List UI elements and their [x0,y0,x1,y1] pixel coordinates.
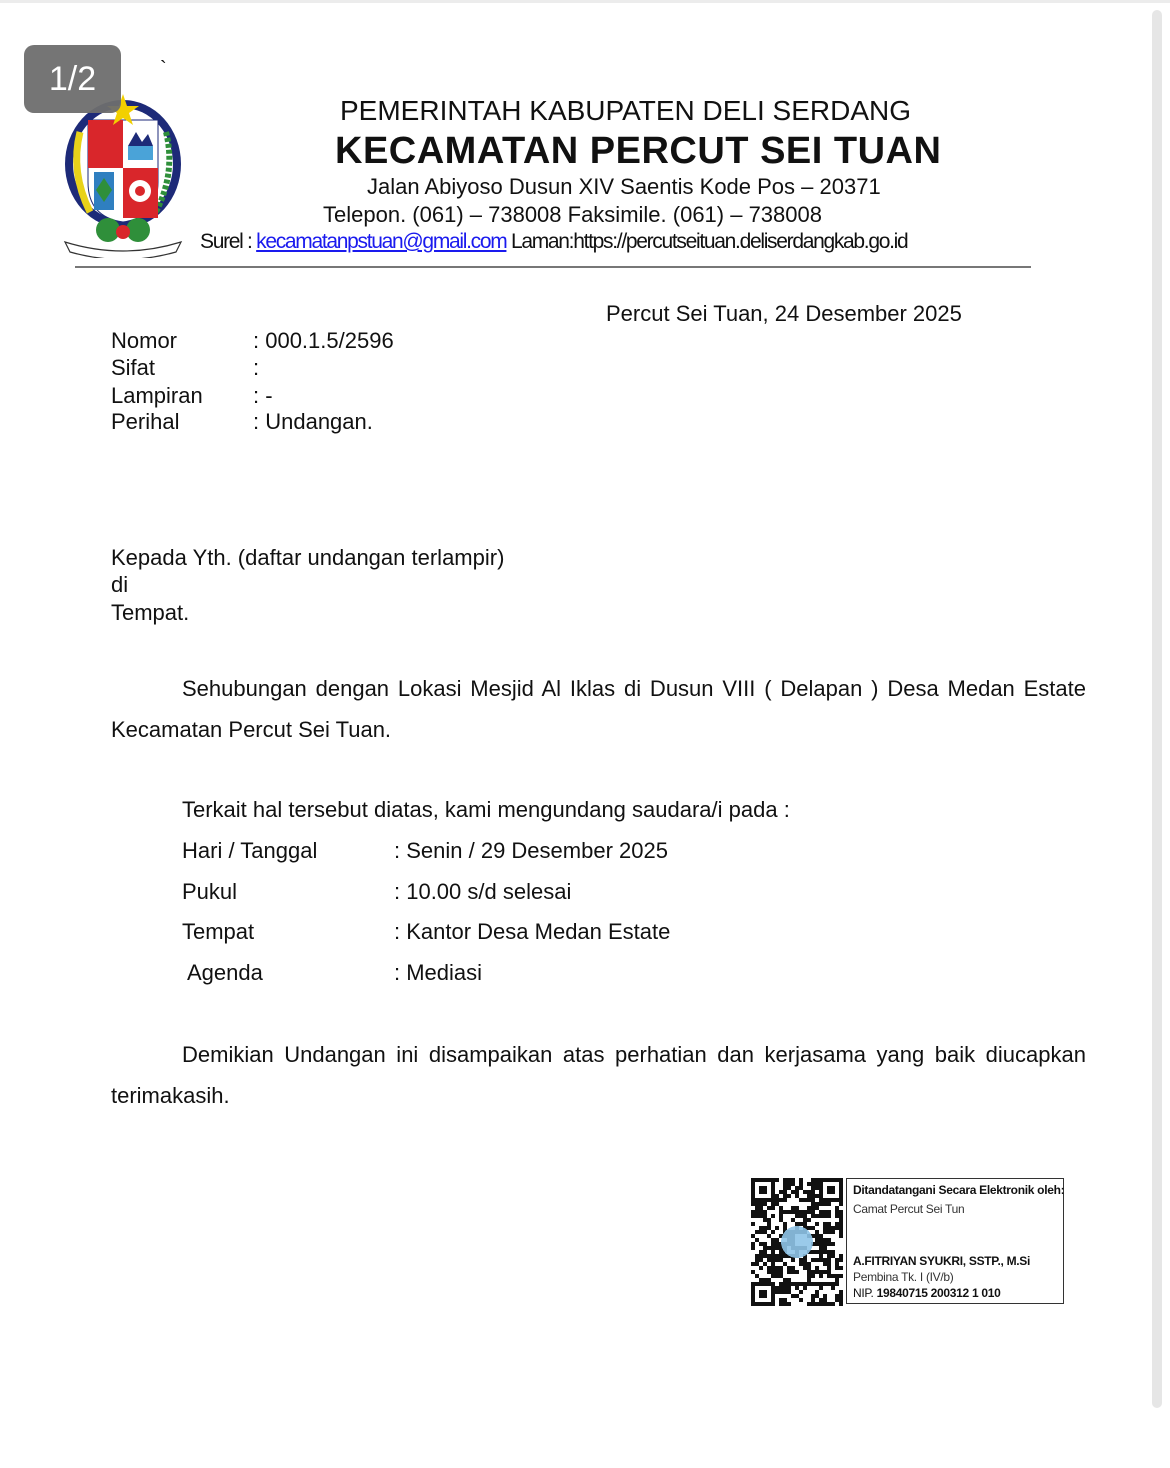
letterhead-address: Jalan Abiyoso Dusun XIV Saentis Kode Pos – 20371 [367,174,881,199]
meta-label: Perihal [111,409,180,434]
letterhead-government: PEMERINTAH KABUPATEN DELI SERDANG [340,95,911,126]
meta-label: Nomor [111,328,178,353]
meta-row-perihal [111,409,373,435]
scrollbar[interactable] [1152,10,1162,1408]
detail-value: : Mediasi [394,960,483,985]
meta-value: : 000.1.5/2596 [253,328,394,353]
signature-heading: Ditandatangani Secara Elektronik oleh: [853,1183,1065,1197]
place-date: Percut Sei Tuan, 24 Desember 2025 [606,301,962,326]
stray-mark: ` [160,58,167,80]
detail-row-date [182,838,668,864]
signature-name: A.FITRIYAN SYUKRI, SSTP., M.Si [853,1254,1031,1268]
meta-row-lampiran [111,383,273,409]
closing-paragraph: Demikian Undangan ini disampaikan atas perhatian dan kerjasama yang baik diucapkan terimakasih. [111,1042,1086,1108]
email-label: Surel : [200,230,257,253]
recipient-line: Kepada Yth. (daftar undangan terlampir) [111,545,505,570]
letterhead-contact [200,230,907,254]
recipient-place: Tempat. [111,600,190,625]
detail-value: : Kantor Desa Medan Estate [394,919,671,944]
detail-row-agenda [182,960,482,986]
detail-row-place [182,919,670,945]
recipient-di: di [111,572,129,597]
nip-label: NIP. [853,1286,877,1300]
meta-label: Lampiran [111,383,203,408]
detail-label: Hari / Tanggal [182,838,318,863]
letterhead-divider [75,266,1031,268]
detail-value: : 10.00 s/d selesai [394,879,572,904]
letterhead-office: KECAMATAN PERCUT SEI TUAN [335,130,942,172]
e-signature-box [846,1178,1064,1304]
meta-value: : - [253,383,273,408]
email-link[interactable]: kecamatanpstuan@gmail.com [256,230,507,253]
invitation-intro: Terkait hal tersebut diatas, kami mengundang saudara/i pada : [182,797,790,822]
signature-rank: Pembina Tk. I (IV/b) [853,1270,954,1284]
detail-label: Tempat [182,919,255,944]
meta-value: : Undangan. [253,409,373,434]
meta-label: Sifat [111,355,156,380]
page-indicator: 1/2 [24,45,121,113]
paragraph-intro: Sehubungan dengan Lokasi Mesjid Al Iklas di Dusun VIII ( Delapan ) Desa Medan Estate Kecamatan Percut Sei Tuan. [111,676,1086,742]
detail-label: Pukul [182,879,238,904]
letterhead-phone: Telepon. (061) – 738008 Faksimile. (061) – 738008 [323,202,822,227]
signature-nip [853,1286,1057,1300]
meta-row-sifat [111,355,259,381]
detail-label: Agenda [187,960,263,985]
regency-emblem-logo [60,92,186,258]
website-text: Laman:https://percutseituan.deliserdangkab.go.id [506,230,908,253]
nip-value: 19840715 200312 1 010 [876,1286,1001,1300]
meta-value: : [253,355,260,380]
meta-row-nomor [111,328,394,354]
top-border [0,0,1170,3]
signature-position: Camat Percut Sei Tun [853,1202,965,1216]
qr-code-icon [751,1178,843,1306]
detail-row-time [182,879,571,905]
detail-value: : Senin / 29 Desember 2025 [394,838,668,863]
